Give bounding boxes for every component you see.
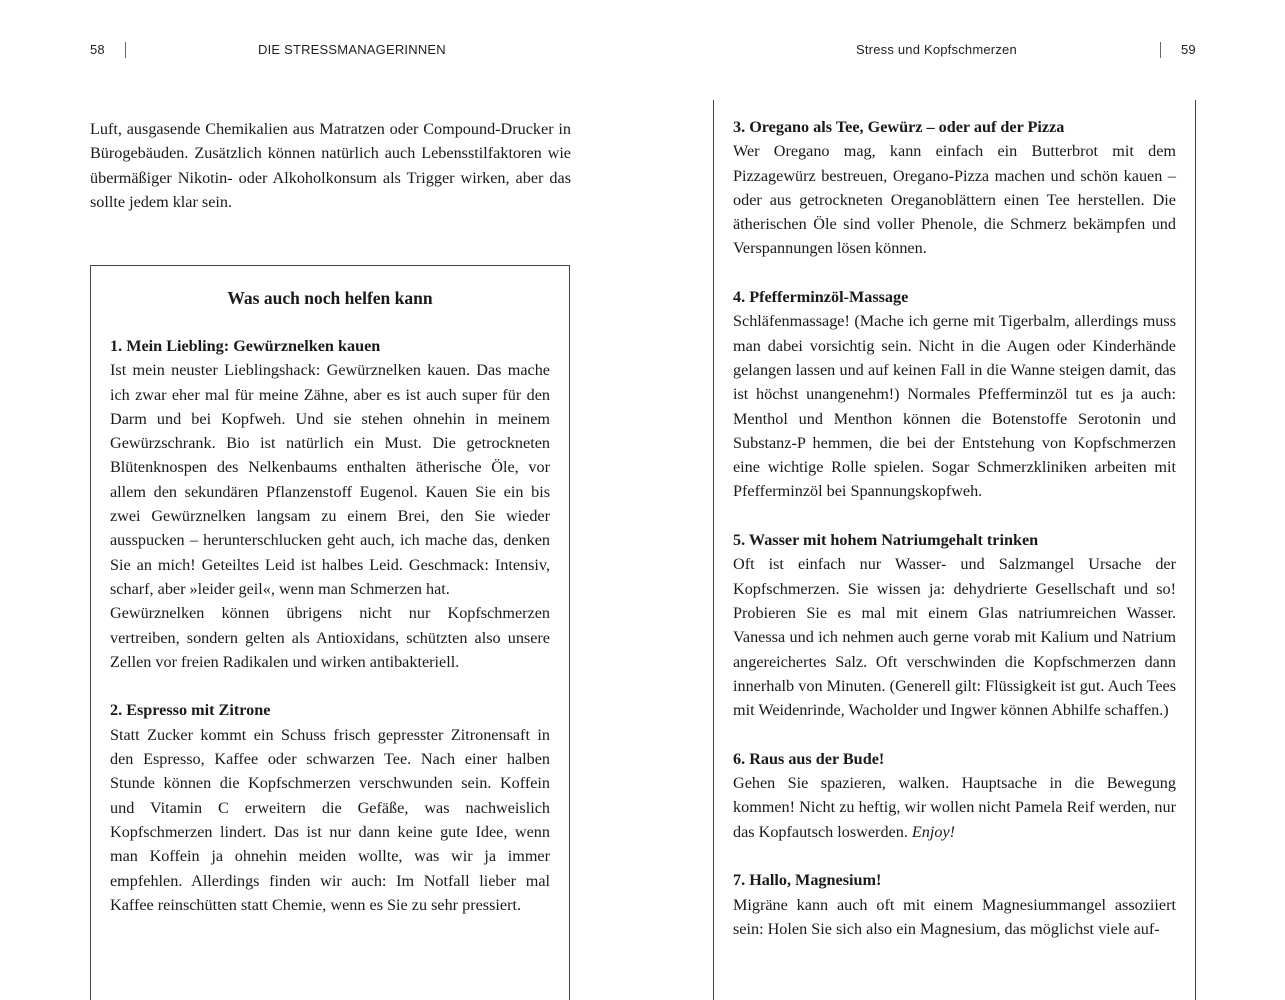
box-title: Was auch noch helfen kann	[227, 288, 433, 308]
tip-heading: 5. Wasser mit hohem Natriumgehalt trinken	[733, 531, 1039, 550]
running-title-left: DIE STRESSMANAGERINNEN	[258, 42, 446, 57]
tip-heading: 3. Oregano als Tee, Gewürz – oder auf der Pizza	[733, 118, 1065, 136]
tip-section-3	[733, 115, 1176, 261]
tip-heading: 4. Pfefferminzöl-Massage	[733, 288, 909, 307]
tip-body-continued: Gewürznelken können übrigens nicht nur Kopfschmerzen vertreiben, sondern gelten als Antioxidans, schützten also unsere Zellen vor freien Radikalen und wirken antibakteriell.	[110, 604, 550, 671]
header-divider-right	[1160, 42, 1161, 58]
tip-section-6	[733, 747, 1176, 844]
running-title-right: Stress und Kopfschmerzen	[856, 42, 1017, 57]
tip-body-text: Gehen Sie spazieren, walken. Hauptsache in die Bewegung kommen! Nicht zu heftig, wir wollen nicht Pamela Reif werden, nur das Kopfautsch loswerden.	[733, 774, 1176, 841]
tips-box-continued	[713, 100, 1196, 1000]
tip-section-2	[110, 698, 550, 917]
intro-paragraph: Luft, ausgasende Chemikalien aus Matratzen oder Compound-Drucker in Bürogebäuden. Zusätzlich können natürlich auch Lebensstilfaktoren wie übermäßiger Nikotin- oder Alkoholkonsum als Trigger wirken, aber das sollte jedem klar sein.	[90, 120, 571, 211]
tip-heading: 1. Mein Liebling: Gewürznelken kauen	[110, 337, 381, 355]
tip-body: Oft ist einfach nur Wasser- und Salzmangel Ursache der Kopfschmerzen. Sie wissen ja: dehydrierte Gesellschaft und so! Probieren Sie es mal mit einem Glas natriumreichen Wasser. Vanessa und ich nehmen auch gerne vorab mit Kalium und Natrium angereichertes Salz. Oft verschwinden die Kopfschmerzen dann innerhalb von Minuten. (Generell gilt: Flüssigkeit ist gut. Auch Tees mit Weidenrinde, Wacholder und Ingwer können Abhilfe schaffen.)	[733, 555, 1176, 720]
page-number-right: 59	[1181, 42, 1196, 57]
tip-section-7	[733, 868, 1176, 941]
tip-body: Schläfenmassage! (Mache ich gerne mit Tigerbalm, allerdings muss man dabei vorsichtig sein. Nicht in die Augen oder Kinderhände gelangen lassen und auf keinen Fall in die Wanne steigen damit, das ist höchst unangenehm!) Normales Pfefferminzöl tut es ja auch: Menthol und Menthon können die Botenstoffe Serotonin und Substanz-P hemmen, die bei der Entstehung von Kopfschmerzen eine wichtige Rolle spielen. Sogar Schmerzkliniken arbeiten mit Pfefferminzöl bei Spannungskopfweh.	[733, 312, 1176, 501]
header-divider-left	[125, 42, 126, 58]
tip-heading: 7. Hallo, Magnesium!	[733, 871, 882, 890]
tips-box	[90, 265, 570, 1000]
tip-section-5	[733, 528, 1176, 722]
tip-emphasis: Enjoy!	[911, 822, 956, 841]
tip-section-1	[110, 334, 550, 674]
tip-body: Migräne kann auch oft mit einem Magnesiummangel assoziiert sein: Holen Sie sich also ein Magnesium, das möglichst viele auf-	[733, 895, 1176, 938]
tip-body	[733, 771, 1176, 844]
tip-heading: 6. Raus aus der Bude!	[733, 749, 885, 768]
tip-heading: 2. Espresso mit Zitrone	[110, 701, 271, 720]
tip-section-4	[733, 285, 1176, 504]
tip-body: Wer Oregano mag, kann einfach ein Butterbrot mit dem Pizzagewürz bestreuen, Oregano-Pizza machen und schön kauen – oder aus getrockneten Oreganoblättern einen Tee herstellen. Die ätherischen Öle sind voller Phenole, die Schmerz bekämpfen und Verspannungen lösen können.	[733, 142, 1176, 258]
tip-body: Statt Zucker kommt ein Schuss frisch gepresster Zitronensaft in den Espresso, Kaffee oder schwarzen Tee. Nach einer halben Stunde können die Kopfschmerzen verschwunden sein. Koffein und Vitamin C erweitern die Gefäße, was nachweislich Kopfschmerzen lindert. Das ist nur dann keine gute Idee, wenn man Koffein ja ohnehin meiden wollte, was wir ja immer empfehlen. Allerdings finden wir auch: Im Notfall lieber mal Kaffee reinschütten statt Chemie, wenn es Sie zu sehr pressiert.	[110, 725, 550, 914]
tip-body: Ist mein neuster Lieblingshack: Gewürznelken kauen. Das mache ich zwar eher mal für meine Zähne, aber es ist auch super für den Darm und bei Kopfweh. Und sie stehen ohnehin in meinem Gewürzschrank. Bio ist natürlich ein Must. Die getrockneten Blütenknospen des Nelkenbaums enthalten ätherische Öle, vor allem den sekundären Pflanzenstoff Eugenol. Kauen Sie ein bis zwei Gewürznelken langsam zu einem Brei, den Sie wieder ausspucken – herunterschlucken geht auch, ich mache das, denken Sie an mich! Geteiltes Leid ist halbes Leid. Geschmack: Intensiv, scharf, aber »leider geil«, wenn man Schmerzen hat.	[110, 361, 550, 598]
page-number-left: 58	[90, 42, 105, 57]
